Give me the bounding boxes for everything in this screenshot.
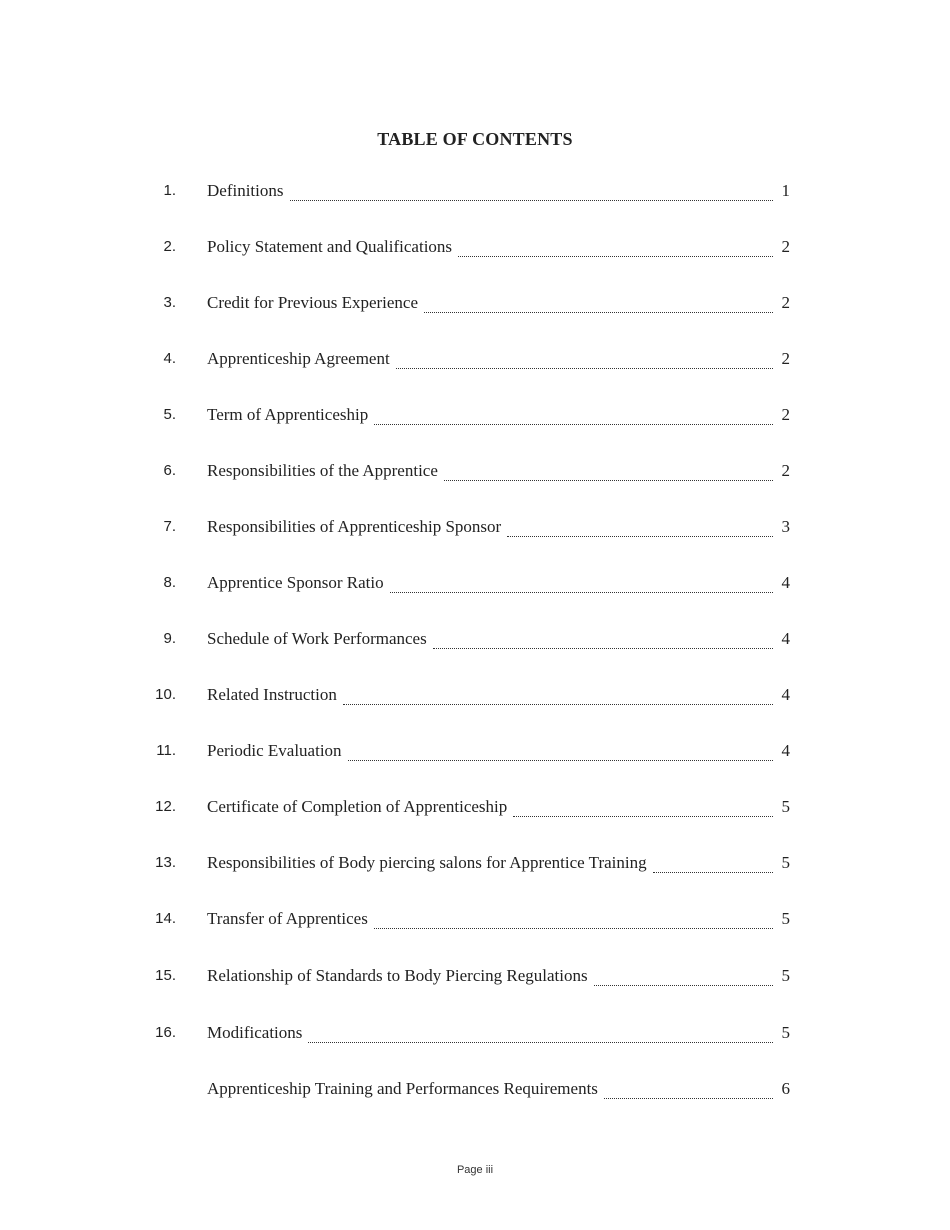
toc-entry[interactable] <box>0 964 950 988</box>
toc-entry[interactable] <box>0 347 950 371</box>
toc-entry-page: 4 <box>781 741 790 760</box>
dot-leader <box>390 591 773 593</box>
toc-entry[interactable] <box>0 907 950 931</box>
toc-entry-title: Related Instruction <box>207 685 337 704</box>
toc-entry-title: Term of Apprenticeship <box>207 405 369 424</box>
dot-leader <box>374 423 773 425</box>
dot-leader <box>374 927 773 929</box>
toc-entry-number: 5. <box>163 406 176 423</box>
toc-entry[interactable] <box>0 515 950 539</box>
dot-leader <box>594 984 773 986</box>
dot-leader <box>308 1041 773 1043</box>
toc-entry-title: Certificate of Completion of Apprenticeship <box>207 797 508 816</box>
toc-entry-page: 5 <box>781 909 790 928</box>
dot-leader <box>424 311 773 313</box>
toc-entry-page: 6 <box>781 1079 790 1098</box>
toc-entry[interactable] <box>0 179 950 203</box>
toc-entry-title: Relationship of Standards to Body Piercing Regulations <box>207 966 588 985</box>
toc-entry-page: 4 <box>781 573 790 592</box>
toc-entry-title: Credit for Previous Experience <box>207 293 419 312</box>
toc-entry[interactable] <box>0 739 950 763</box>
toc-entry-title: Responsibilities of the Apprentice <box>207 461 438 480</box>
dot-leader <box>396 367 773 369</box>
toc-entry-number: 3. <box>163 294 176 311</box>
toc-entry-number: 4. <box>163 350 176 367</box>
toc-entry-page: 2 <box>781 405 790 424</box>
toc-entry-page: 5 <box>781 966 790 985</box>
toc-entry[interactable] <box>0 235 950 259</box>
toc-entry-number: 1. <box>163 182 176 199</box>
toc-entry-page: 5 <box>781 1023 790 1042</box>
toc-entry-number: 7. <box>163 518 176 535</box>
toc-entry[interactable] <box>0 683 950 707</box>
toc-entry-number: 10. <box>155 686 176 703</box>
dot-leader <box>604 1097 773 1099</box>
toc-entry-number: 13. <box>155 854 176 871</box>
toc-entry[interactable] <box>0 291 950 315</box>
toc-entry-title: Periodic Evaluation <box>207 741 342 760</box>
toc-entry[interactable] <box>0 795 950 819</box>
toc-entry-title: Transfer of Apprentices <box>207 909 368 928</box>
toc-entry-page: 2 <box>781 461 790 480</box>
toc-entry-title: Modifications <box>207 1023 303 1042</box>
toc-entry-title: Definitions <box>207 181 284 200</box>
page-title: TABLE OF CONTENTS <box>377 129 573 149</box>
toc-entry-number: 8. <box>163 574 176 591</box>
toc-entry-number: 2. <box>163 238 176 255</box>
toc-entry-title: Apprenticeship Agreement <box>207 349 390 368</box>
dot-leader <box>290 199 774 201</box>
toc-entry-page: 4 <box>781 629 790 648</box>
toc-entry[interactable] <box>0 403 950 427</box>
dot-leader <box>348 759 773 761</box>
toc-entry-number: 16. <box>155 1024 176 1041</box>
toc-entry-title: Apprenticeship Training and Performances Requirements <box>207 1079 598 1098</box>
toc-entry-page: 4 <box>781 685 790 704</box>
toc-entry[interactable] <box>0 1021 950 1045</box>
toc-entry-page: 2 <box>781 349 790 368</box>
toc-entry-title: Policy Statement and Qualifications <box>207 237 453 256</box>
toc-entry-page: 2 <box>781 237 790 256</box>
toc-entry-page: 3 <box>781 517 790 536</box>
toc-entry-title: Schedule of Work Performances <box>207 629 427 648</box>
dot-leader <box>507 535 773 537</box>
toc-entry-number: 14. <box>155 910 176 927</box>
dot-leader <box>444 479 773 481</box>
toc-entry-page: 5 <box>781 797 790 816</box>
toc-entry-title: Responsibilities of Apprenticeship Sponsor <box>207 517 502 536</box>
toc-entry[interactable] <box>0 851 950 875</box>
toc-entry-number: 15. <box>155 967 176 984</box>
toc-entry[interactable] <box>0 459 950 483</box>
dot-leader <box>513 815 773 817</box>
toc-entry-number: 6. <box>163 462 176 479</box>
toc-entry-title: Apprentice Sponsor Ratio <box>207 573 384 592</box>
toc-entry-number: 12. <box>155 798 176 815</box>
toc-entry[interactable] <box>0 627 950 651</box>
dot-leader <box>458 255 773 257</box>
toc-entry-page: 1 <box>781 181 790 200</box>
toc-entry-title: Responsibilities of Body piercing salons for Apprentice Training <box>207 853 647 872</box>
toc-entry-page: 2 <box>781 293 790 312</box>
dot-leader <box>433 647 773 649</box>
dot-leader <box>653 871 773 873</box>
toc-entry-number: 9. <box>163 630 176 647</box>
toc-entry-number: 11. <box>156 742 176 759</box>
toc-entry-page: 5 <box>781 853 790 872</box>
toc-entry[interactable] <box>0 1077 950 1101</box>
toc-entry[interactable] <box>0 571 950 595</box>
page-footer: Page iii <box>456 1164 494 1176</box>
dot-leader <box>343 703 773 705</box>
